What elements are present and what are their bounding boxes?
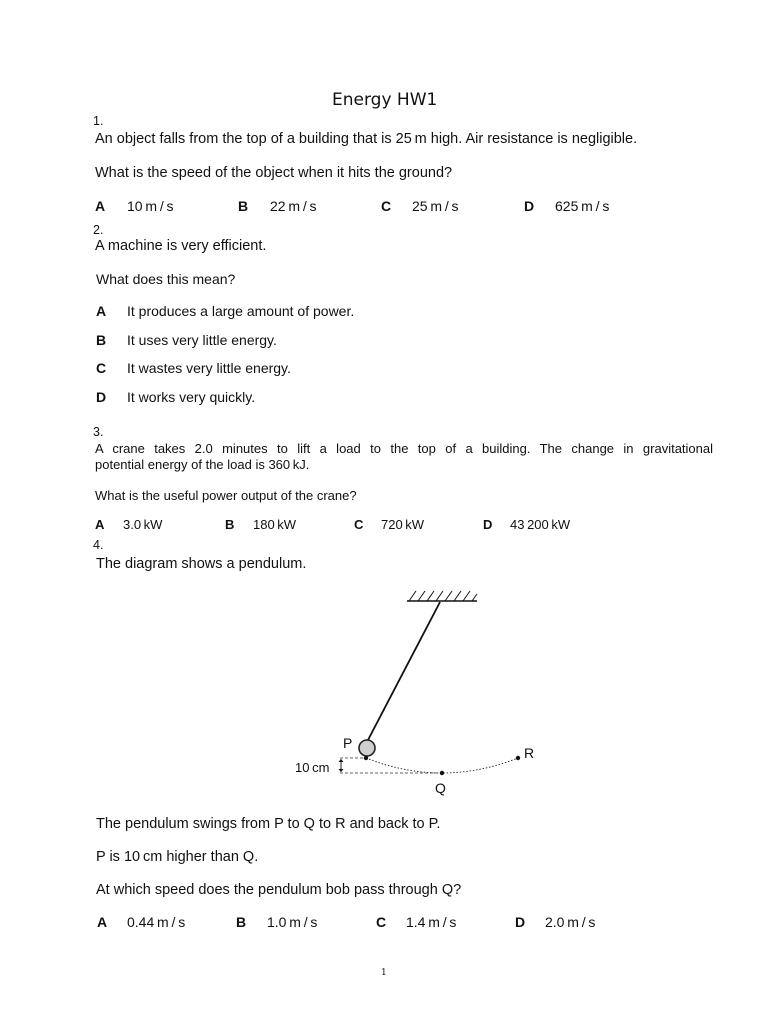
q3-option-d-letter: D [483,517,493,532]
page-title: Energy HW1 [332,90,438,110]
question-4-line1: The pendulum swings from P to Q to R and back to P. [96,816,441,832]
swing-arc [366,758,518,773]
q1-option-a-letter: A [95,198,106,214]
point-r-dot [516,756,520,760]
q2-option-d-letter: D [96,389,107,405]
point-p-dot [364,756,368,760]
q2-option-b-letter: B [96,332,107,348]
q2-option-c-letter: C [96,360,107,376]
ceiling-support [407,591,477,601]
q4-option-a-text: 0.44 m / s [127,914,186,930]
height-marker [339,759,344,772]
page-number: 1 [381,968,387,978]
q2-option-b-text: It uses very little energy. [127,332,277,348]
question-3-prompt: What is the useful power output of the crane? [95,488,357,503]
q2-option-a-letter: A [96,303,107,319]
question-1-number: 1. [93,114,104,128]
pendulum-string [368,602,440,740]
question-4-line2: P is 10 cm higher than Q. [96,849,259,865]
q1-option-d-letter: D [524,198,535,214]
q3-option-c-text: 720 kW [381,517,425,532]
question-1-prompt: What is the speed of the object when it hits the ground? [95,165,453,181]
pendulum-diagram [280,580,560,800]
q1-option-a-text: 10 m / s [127,198,174,214]
q3-option-a-text: 3.0 kW [123,517,163,532]
q4-option-d-letter: D [515,914,526,930]
q4-option-a-letter: A [97,914,108,930]
q2-option-d-text: It works very quickly. [127,389,256,405]
question-1-text: An object falls from the top of a building that is 25 m high. Air resistance is negligible. [95,131,638,147]
q2-option-a-text: It produces a large amount of power. [127,303,355,319]
label-q: Q [435,780,446,796]
question-3-text-line1: A crane takes 2.0 minutes to lift a load to the top of a building. The change in gravitational [95,441,713,456]
q1-option-b-letter: B [238,198,249,214]
question-2-text: A machine is very efficient. [95,238,267,254]
point-q-dot [440,771,444,775]
question-2-number: 2. [93,223,104,237]
q3-option-b-letter: B [225,517,235,532]
q4-option-b-letter: B [236,914,247,930]
q4-option-c-text: 1.4 m / s [406,914,457,930]
q3-option-c-letter: C [354,517,364,532]
question-3-number: 3. [93,425,104,439]
height-label: 10 cm [295,760,330,775]
question-2-prompt: What does this mean? [96,271,236,287]
q4-option-b-text: 1.0 m / s [267,914,318,930]
q1-option-c-letter: C [381,198,392,214]
question-4-number: 4. [93,538,104,552]
q4-option-d-text: 2.0 m / s [545,914,596,930]
q1-option-d-text: 625 m / s [555,198,610,214]
q3-option-a-letter: A [95,517,105,532]
q3-option-b-text: 180 kW [253,517,297,532]
label-p: P [343,735,353,751]
question-4-intro: The diagram shows a pendulum. [96,556,307,572]
label-r: R [524,745,535,761]
q1-option-b-text: 22 m / s [270,198,317,214]
q2-option-c-text: It wastes very little energy. [127,360,291,376]
question-4-prompt: At which speed does the pendulum bob pass through Q? [96,882,462,898]
pendulum-bob [359,740,375,756]
q3-option-d-text: 43 200 kW [510,517,571,532]
question-3-text-line2: potential energy of the load is 360 kJ. [95,457,310,472]
q4-option-c-letter: C [376,914,387,930]
q1-option-c-text: 25 m / s [412,198,459,214]
